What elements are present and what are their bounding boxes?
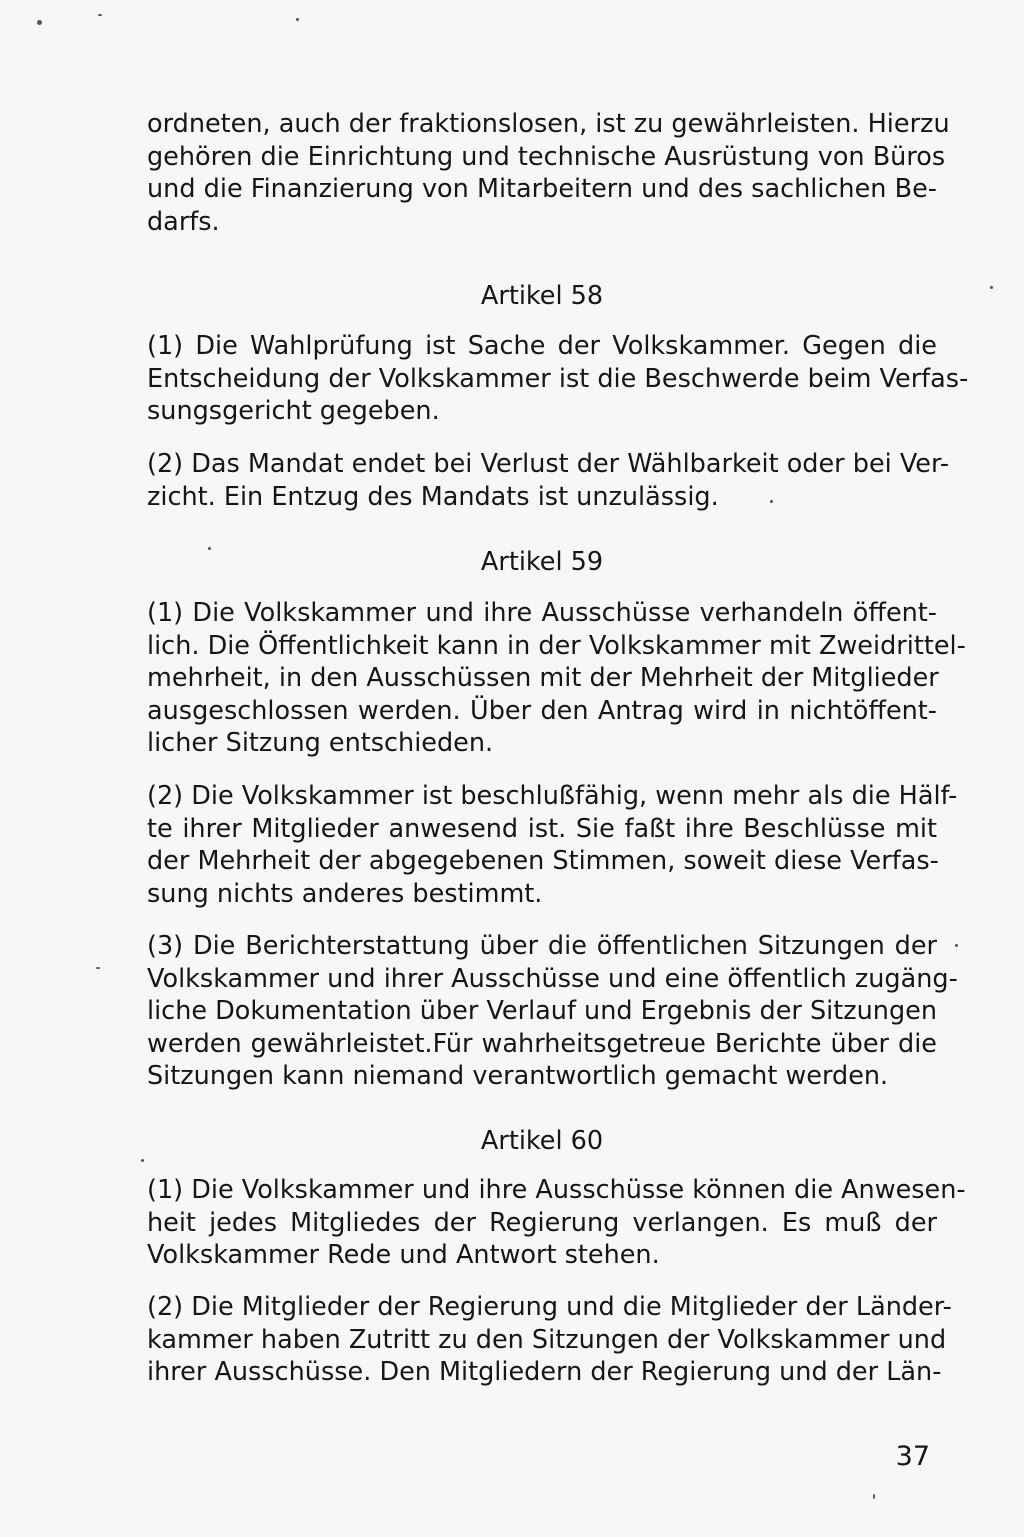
scan-speck bbox=[873, 1494, 875, 1499]
article-58-paragraph-2 bbox=[147, 448, 950, 513]
paragraph-continuation bbox=[147, 108, 950, 238]
text-line: te ihrer Mitglieder anwesend ist. Sie faßt ihre Beschlüsse mit bbox=[147, 813, 937, 844]
text-line: ausgeschlossen werden. Über den Antrag wird in nichtöffent- bbox=[147, 695, 937, 726]
text-line: Sitzungen kann niemand verantwortlich gemacht werden. bbox=[147, 1061, 889, 1091]
text-line: und die Finanzierung von Mitarbeitern und des sachlichen Be- bbox=[147, 174, 937, 204]
text-line: (2) Die Volkskammer ist beschlußfähig, wenn mehr als die Hälf- bbox=[147, 781, 958, 811]
article-60-heading: Artikel 60 bbox=[480, 1126, 604, 1156]
text-line: darfs. bbox=[147, 206, 220, 237]
text-line: liche Dokumentation über Verlauf und Ergebnis der Sitzungen bbox=[147, 996, 937, 1026]
scan-speck bbox=[990, 286, 993, 289]
text-line: (3) Die Berichterstattung über die öffentlichen Sitzungen der bbox=[147, 931, 937, 961]
article-59-heading: Artikel 59 bbox=[480, 547, 604, 577]
page-number: 37 bbox=[895, 1441, 930, 1472]
scan-speck bbox=[141, 1159, 144, 1162]
text-line: (2) Die Mitglieder der Regierung und die Mitglieder der Länder- bbox=[147, 1292, 952, 1322]
article-60-paragraph-1 bbox=[147, 1174, 966, 1272]
text-line: sung nichts anderes bestimmt. bbox=[147, 878, 543, 909]
text-line: Volkskammer Rede und Antwort stehen. bbox=[147, 1240, 660, 1270]
article-59-paragraph-1 bbox=[147, 597, 966, 760]
text-line: Entscheidung der Volkskammer ist die Beschwerde beim Verfas- bbox=[147, 363, 969, 394]
article-59-paragraph-3 bbox=[147, 930, 958, 1093]
scan-speck bbox=[208, 547, 211, 550]
text-line: (1) Die Volkskammer und ihre Ausschüsse können die Anwesen- bbox=[147, 1175, 966, 1205]
scan-speck bbox=[98, 14, 102, 16]
text-line: werden gewährleistet.Für wahrheitsgetreue Berichte über die bbox=[147, 1028, 937, 1059]
scan-speck bbox=[955, 944, 958, 947]
text-line: gehören die Einrichtung und technische Ausrüstung von Büros bbox=[147, 141, 946, 172]
article-60-paragraph-2 bbox=[147, 1291, 952, 1389]
text-line: Volkskammer und ihrer Ausschüsse und eine öffentlich zugäng- bbox=[147, 963, 958, 994]
text-line: mehrheit, in den Ausschüssen mit der Mehrheit der Mitglieder bbox=[147, 663, 939, 693]
scan-speck bbox=[770, 500, 773, 503]
text-line: kammer haben Zutritt zu den Sitzungen der Volkskammer und bbox=[147, 1324, 947, 1355]
scan-speck bbox=[37, 20, 42, 25]
text-line: licher Sitzung entschieden. bbox=[147, 728, 494, 758]
scan-speck bbox=[96, 967, 100, 969]
scan-speck bbox=[296, 18, 299, 21]
article-58-paragraph-1 bbox=[147, 330, 969, 428]
article-58-heading: Artikel 58 bbox=[480, 281, 604, 311]
text-line: (1) Die Volkskammer und ihre Ausschüsse verhandeln öffent- bbox=[147, 598, 937, 628]
text-line: heit jedes Mitgliedes der Regierung verlangen. Es muß der bbox=[147, 1207, 937, 1238]
text-line: der Mehrheit der abgegebenen Stimmen, soweit diese Verfas- bbox=[147, 846, 939, 876]
text-line: zicht. Ein Entzug des Mandats ist unzulässig. bbox=[147, 481, 719, 512]
text-line: lich. Die Öffentlichkeit kann in der Volkskammer mit Zweidrittel- bbox=[147, 630, 966, 661]
text-line: (1) Die Wahlprüfung ist Sache der Volkskammer. Gegen die bbox=[147, 331, 937, 361]
text-line: ordneten, auch der fraktionslosen, ist zu gewährleisten. Hierzu bbox=[147, 109, 950, 139]
text-line: (2) Das Mandat endet bei Verlust der Wählbarkeit oder bei Ver- bbox=[147, 449, 950, 479]
text-line: sungsgericht gegeben. bbox=[147, 396, 440, 426]
article-59-paragraph-2 bbox=[147, 780, 958, 910]
text-line: ihrer Ausschüsse. Den Mitgliedern der Regierung und der Län- bbox=[147, 1357, 942, 1387]
